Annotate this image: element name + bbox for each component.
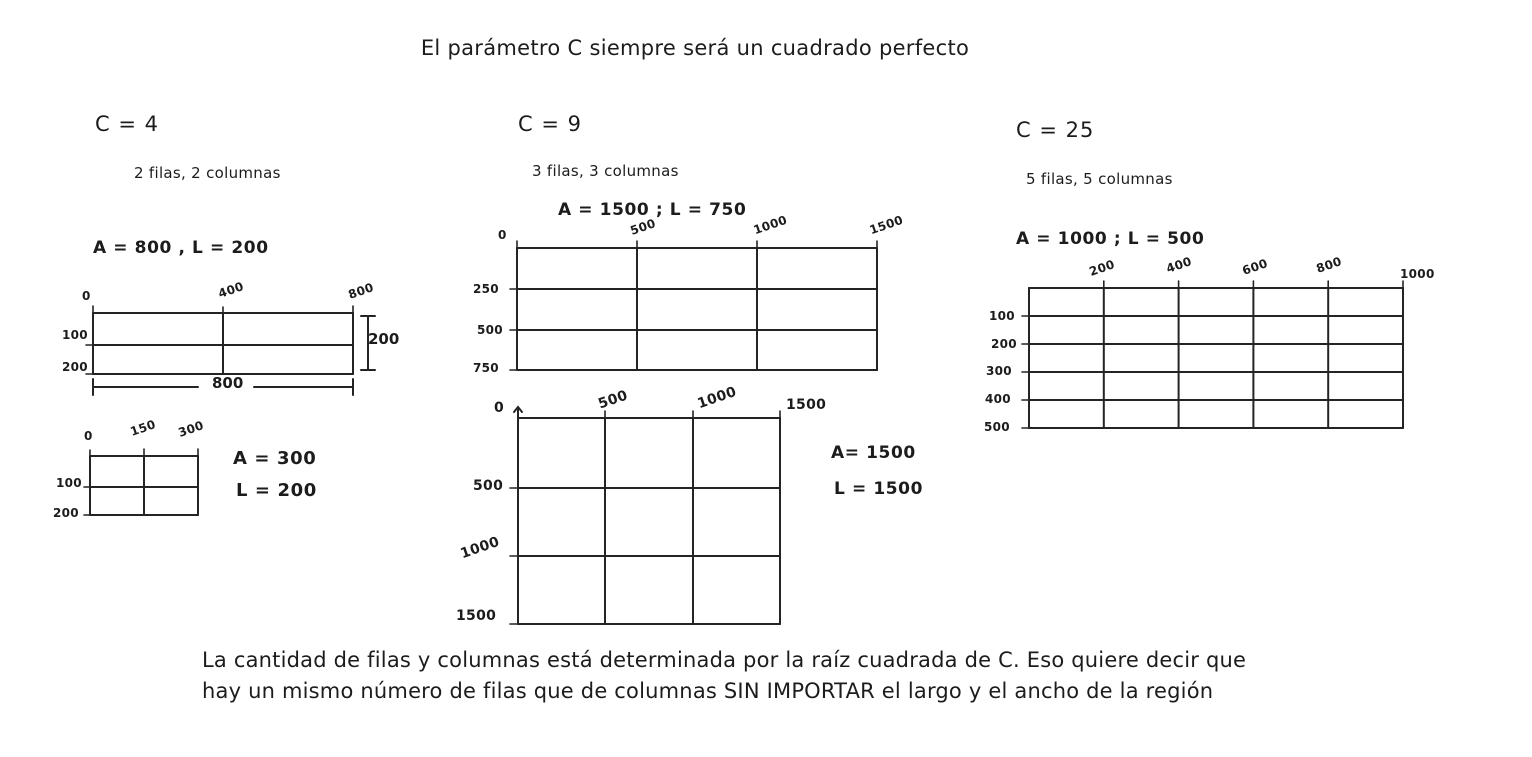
- y-tick-label: 200: [991, 337, 1017, 351]
- c-value-label-c4: C = 4: [95, 112, 159, 136]
- y-tick-label: 200: [53, 506, 79, 520]
- x-tick-label: 500: [596, 387, 630, 413]
- x-tick-label: 400: [1164, 254, 1194, 276]
- x-tick-label: 300: [176, 418, 206, 440]
- y-tick-label: 500: [984, 420, 1010, 434]
- x-tick-label: 1500: [786, 397, 827, 413]
- x-tick-label: 1000: [695, 383, 739, 413]
- x-tick-label: 150: [128, 417, 158, 439]
- rows-cols-label-c4: 2 filas, 2 columnas: [134, 164, 281, 182]
- footer-note: [202, 645, 1312, 707]
- grid-c9-square: [495, 400, 795, 635]
- x-tick-label: 0: [498, 228, 507, 242]
- y-tick-label: 400: [985, 392, 1011, 406]
- grid-c4-small: [75, 440, 210, 525]
- rows-cols-label-c9: 3 filas, 3 columnas: [532, 162, 679, 180]
- grid-c9-wide: [500, 230, 890, 380]
- y-tick-label: 300: [986, 364, 1012, 378]
- x-tick-label: 800: [346, 280, 376, 302]
- length-label: L = 1500: [834, 479, 924, 499]
- area-label: A= 1500: [831, 443, 916, 463]
- x-tick-label: 0: [84, 429, 93, 443]
- area-label: A = 300: [233, 448, 317, 469]
- page-title: El parámetro C siempre será un cuadrado perfecto: [420, 36, 970, 60]
- y-tick-label: 100: [56, 476, 82, 490]
- y-tick-label: 750: [473, 361, 499, 375]
- x-tick-label: 1500: [867, 212, 905, 238]
- rows-cols-label-c25: 5 filas, 5 columnas: [1026, 170, 1173, 188]
- c-value-label-c9: C = 9: [518, 112, 582, 136]
- c-value-label-c25: C = 25: [1016, 118, 1095, 142]
- y-tick-label: 250: [473, 282, 499, 296]
- params-label-c25: A = 1000 ; L = 500: [1016, 229, 1205, 249]
- y-tick-label: 1000: [458, 533, 502, 563]
- footer-line-2: hay un mismo número de filas que de columnas SIN IMPORTAR el largo y el ancho de la región: [202, 679, 1214, 703]
- y-tick-label: 1500: [456, 608, 497, 624]
- x-tick-label: 200: [1087, 257, 1117, 279]
- width-dimension-label: 800: [212, 374, 244, 392]
- x-tick-label: 1000: [751, 212, 789, 238]
- height-dimension-label: 200: [368, 330, 400, 348]
- y-tick-label: 500: [473, 478, 504, 494]
- x-tick-label: 800: [1314, 254, 1344, 276]
- x-tick-label: 0: [494, 400, 505, 416]
- params-label-c4: A = 800 , L = 200: [93, 238, 269, 258]
- y-tick-label: 100: [62, 328, 88, 342]
- x-tick-label: 400: [216, 279, 246, 301]
- x-tick-label: 1000: [1400, 267, 1435, 281]
- y-tick-label: 200: [62, 360, 88, 374]
- y-tick-label: 500: [477, 323, 503, 337]
- grid-c25: [1010, 270, 1420, 440]
- length-label: L = 200: [236, 480, 317, 501]
- params-label-c9: A = 1500 ; L = 750: [558, 200, 747, 220]
- x-tick-label: 500: [628, 216, 658, 238]
- y-tick-label: 100: [989, 309, 1015, 323]
- footer-line-1: La cantidad de filas y columnas está determinada por la raíz cuadrada de C. Eso quiere decir que: [202, 648, 1247, 672]
- grid-c4-main: [80, 300, 410, 400]
- x-tick-label: 600: [1240, 256, 1270, 278]
- x-tick-label: 0: [82, 289, 91, 303]
